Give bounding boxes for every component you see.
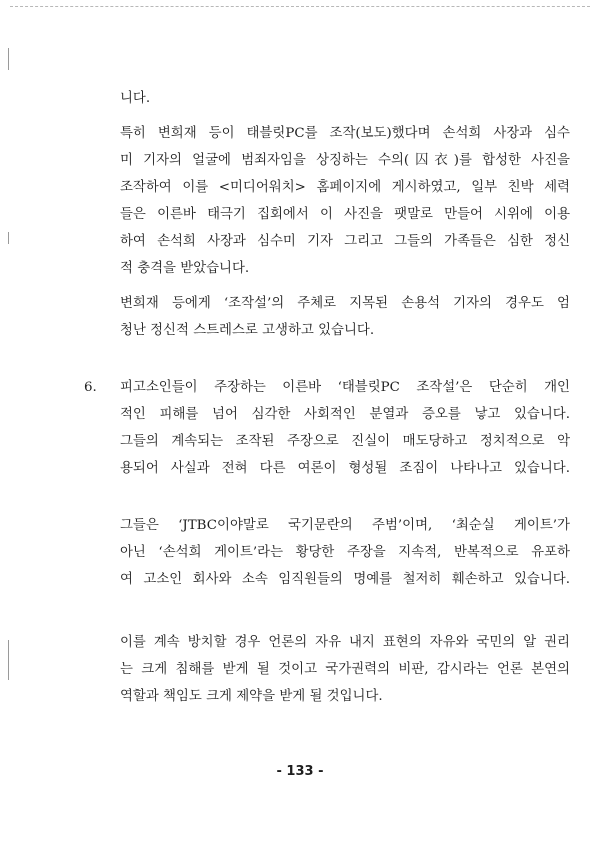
page-number: - 133 - (276, 764, 324, 779)
text-line: 피고소인들이 주장하는 이른바 ‘태블릿PC 조작설’은 단순히 개인 (120, 380, 570, 395)
text-line: 하여 손석희 사장과 심수미 기자 그리고 그들의 가족들은 심한 정신 (120, 234, 570, 249)
text-line: 그들은 ‘JTBC이야말로 국기문란의 주범’이며, ‘최순실 게이트’가 (120, 518, 570, 533)
text-line: 이를 계속 방치할 경우 언론의 자유 내지 표현의 자유와 국민의 알 권리 (120, 635, 570, 650)
text-line: 청난 정신적 스트레스로 고생하고 있습니다. (120, 323, 375, 338)
text-line: 적인 피해를 넘어 심각한 사회적인 분열과 증오를 낳고 있습니다. (120, 407, 570, 422)
text-line: 여 고소인 회사와 소속 임직원들의 명예를 철저히 훼손하고 있습니다. (120, 572, 570, 587)
text-line: 용되어 사실과 전혀 다른 여론이 형성될 조짐이 나타나고 있습니다. (120, 461, 570, 476)
text-line: 들은 이른바 태극기 집회에서 이 사진을 팻말로 만들어 시위에 이용 (120, 207, 570, 222)
text-line: 특히 변희재 등이 태블릿PC를 조작(보도)했다며 손석희 사장과 심수 (120, 126, 570, 141)
text-line: 역할과 책임도 크게 제약을 받게 될 것입니다. (120, 689, 383, 704)
text-line: 니다. (120, 91, 151, 106)
item-number: 6. (84, 380, 97, 395)
text-line: 변희재 등에게 ‘조작설’의 주체로 지목된 손용석 기자의 경우도 엄 (120, 296, 570, 311)
text-line: 적 충격을 받았습니다. (120, 261, 250, 276)
text-line: 아닌 ‘손석희 게이트’라는 황당한 주장을 지속적, 반복적으로 유포하 (120, 545, 570, 560)
text-line: 그들의 계속되는 조작된 주장으로 진실이 매도당하고 정치적으로 악 (120, 434, 570, 449)
text-line: 미 기자의 얼굴에 범죄자임을 상징하는 수의(囚衣)를 합성한 사진을 (120, 153, 570, 168)
text-line: 조작하여 이를 <미디어워치> 홈페이지에 게시하였고, 일부 친박 세력 (120, 180, 570, 195)
text-line: 는 크게 침해를 받게 될 것이고 국가권력의 비판, 감시라는 언론 본연의 (120, 662, 570, 677)
